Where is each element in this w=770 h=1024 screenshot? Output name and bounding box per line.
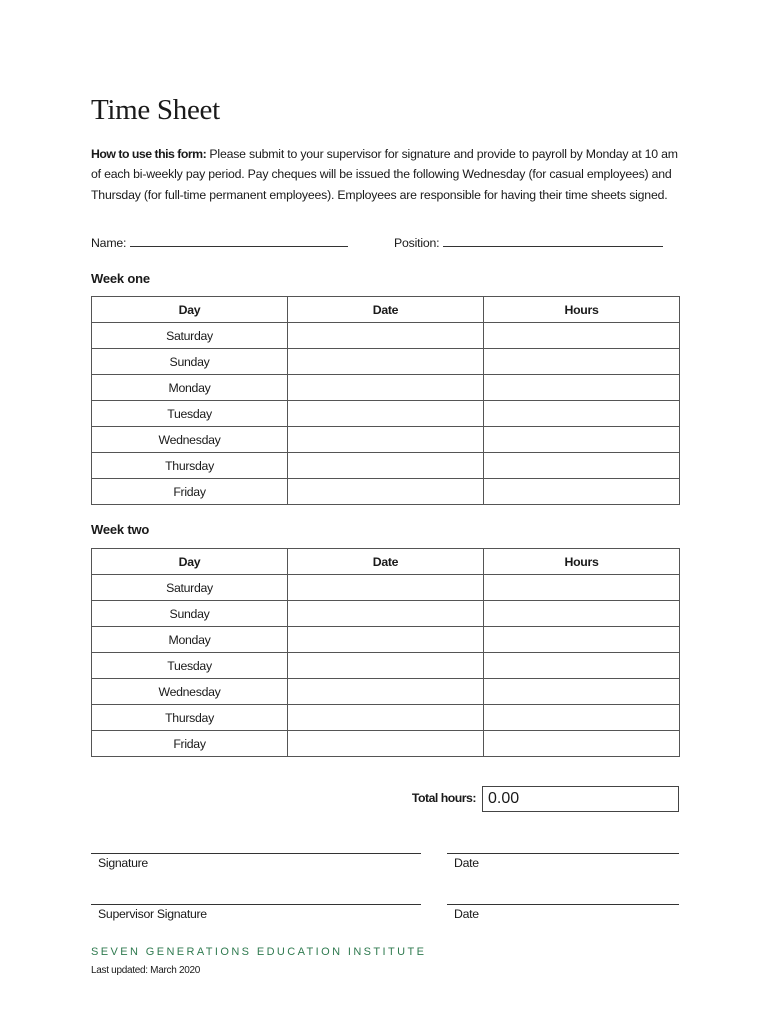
hours-cell[interactable] bbox=[484, 453, 680, 479]
date-cell[interactable] bbox=[288, 427, 484, 453]
hours-column-header: Hours bbox=[484, 297, 680, 323]
day-cell: Wednesday bbox=[92, 679, 288, 705]
signature-date-line[interactable] bbox=[447, 853, 679, 854]
table-header-row bbox=[92, 549, 680, 575]
day-cell: Monday bbox=[92, 627, 288, 653]
day-cell: Sunday bbox=[92, 349, 288, 375]
supervisor-date-line[interactable] bbox=[447, 904, 679, 905]
day-cell: Tuesday bbox=[92, 401, 288, 427]
hours-cell[interactable] bbox=[484, 705, 680, 731]
total-hours-field[interactable]: 0.00 bbox=[482, 786, 679, 812]
name-line[interactable] bbox=[130, 234, 348, 247]
table-row bbox=[92, 427, 680, 453]
table-header-row bbox=[92, 297, 680, 323]
date-column-header: Date bbox=[288, 297, 484, 323]
supervisor-date-label: Date bbox=[454, 907, 479, 921]
signature-line[interactable] bbox=[91, 853, 421, 854]
hours-cell[interactable] bbox=[484, 323, 680, 349]
hours-cell[interactable] bbox=[484, 653, 680, 679]
day-cell: Tuesday bbox=[92, 653, 288, 679]
day-cell: Sunday bbox=[92, 601, 288, 627]
signature-date-label: Date bbox=[454, 856, 479, 870]
day-cell: Friday bbox=[92, 731, 288, 757]
table-row bbox=[92, 401, 680, 427]
page-title: Time Sheet bbox=[91, 94, 220, 126]
table-row bbox=[92, 453, 680, 479]
table-row bbox=[92, 479, 680, 505]
position-field[interactable] bbox=[394, 234, 663, 250]
hours-cell[interactable] bbox=[484, 427, 680, 453]
name-field[interactable] bbox=[91, 234, 348, 250]
week-two-heading: Week two bbox=[91, 522, 150, 537]
day-cell: Thursday bbox=[92, 705, 288, 731]
instructions-text: Please submit to your supervisor for signature and provide to payroll by Monday at 10 am of each bi-weekly pay period. Pay cheques will be issued the following Wednesday (for casual employees) and Thursday (for full-time permanent employees). Employees are responsible for having their time sheets signed. bbox=[91, 147, 678, 202]
position-label: Position: bbox=[394, 236, 440, 250]
table-row bbox=[92, 679, 680, 705]
hours-cell[interactable] bbox=[484, 679, 680, 705]
date-cell[interactable] bbox=[288, 375, 484, 401]
hours-cell[interactable] bbox=[484, 575, 680, 601]
hours-cell[interactable] bbox=[484, 349, 680, 375]
week-one-heading: Week one bbox=[91, 271, 150, 286]
table-row bbox=[92, 653, 680, 679]
table-row bbox=[92, 575, 680, 601]
table-row bbox=[92, 705, 680, 731]
hours-cell[interactable] bbox=[484, 601, 680, 627]
day-column-header: Day bbox=[92, 297, 288, 323]
day-cell: Monday bbox=[92, 375, 288, 401]
week-two-table bbox=[91, 548, 680, 757]
date-cell[interactable] bbox=[288, 323, 484, 349]
supervisor-signature-line[interactable] bbox=[91, 904, 421, 905]
hours-cell[interactable] bbox=[484, 479, 680, 505]
date-cell[interactable] bbox=[288, 479, 484, 505]
table-row bbox=[92, 323, 680, 349]
table-row bbox=[92, 601, 680, 627]
date-cell[interactable] bbox=[288, 679, 484, 705]
last-updated: Last updated: March 2020 bbox=[91, 965, 200, 976]
hours-cell[interactable] bbox=[484, 627, 680, 653]
week-one-table bbox=[91, 296, 680, 505]
table-row bbox=[92, 627, 680, 653]
hours-cell[interactable] bbox=[484, 401, 680, 427]
date-column-header: Date bbox=[288, 549, 484, 575]
day-column-header: Day bbox=[92, 549, 288, 575]
position-line[interactable] bbox=[443, 234, 663, 247]
organization-name: SEVEN GENERATIONS EDUCATION INSTITUTE bbox=[91, 946, 427, 958]
date-cell[interactable] bbox=[288, 601, 484, 627]
date-cell[interactable] bbox=[288, 705, 484, 731]
date-cell[interactable] bbox=[288, 349, 484, 375]
day-cell: Thursday bbox=[92, 453, 288, 479]
date-cell[interactable] bbox=[288, 627, 484, 653]
day-cell: Wednesday bbox=[92, 427, 288, 453]
signature-label: Signature bbox=[98, 856, 148, 870]
day-cell: Saturday bbox=[92, 323, 288, 349]
instructions bbox=[91, 144, 687, 205]
table-row bbox=[92, 375, 680, 401]
date-cell[interactable] bbox=[288, 731, 484, 757]
date-cell[interactable] bbox=[288, 401, 484, 427]
date-cell[interactable] bbox=[288, 653, 484, 679]
day-cell: Friday bbox=[92, 479, 288, 505]
hours-cell[interactable] bbox=[484, 375, 680, 401]
instructions-lead: How to use this form: bbox=[91, 147, 207, 161]
day-cell: Saturday bbox=[92, 575, 288, 601]
date-cell[interactable] bbox=[288, 453, 484, 479]
total-hours-label: Total hours: bbox=[411, 791, 476, 805]
hours-column-header: Hours bbox=[484, 549, 680, 575]
supervisor-signature-label: Supervisor Signature bbox=[98, 907, 207, 921]
hours-cell[interactable] bbox=[484, 731, 680, 757]
name-label: Name: bbox=[91, 236, 127, 250]
table-row bbox=[92, 731, 680, 757]
table-row bbox=[92, 349, 680, 375]
date-cell[interactable] bbox=[288, 575, 484, 601]
